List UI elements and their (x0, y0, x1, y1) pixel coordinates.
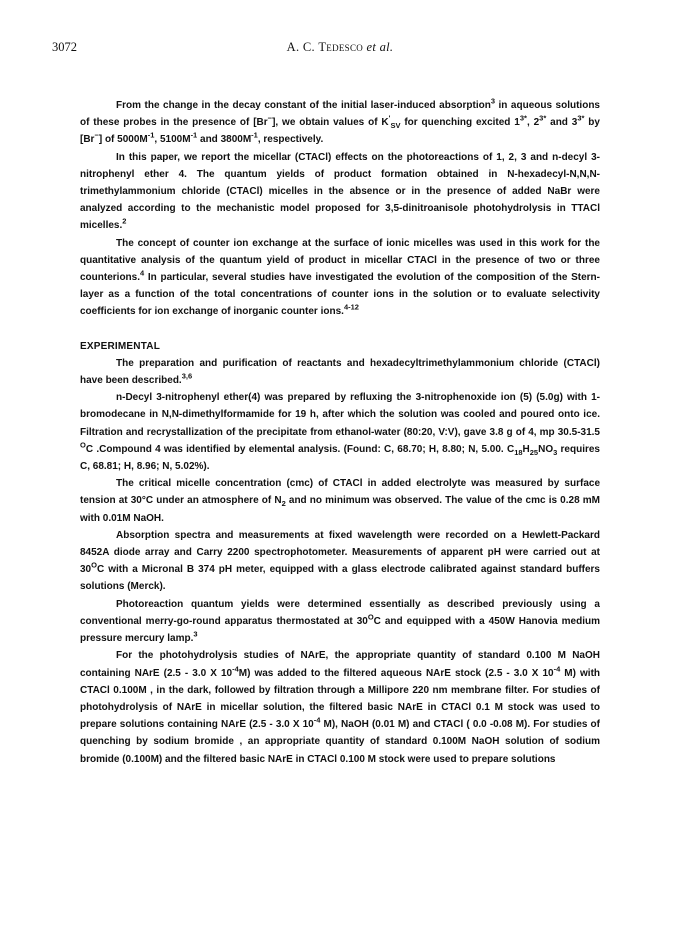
authors-prefix: A. C. (286, 40, 319, 54)
paragraph-preparation: The preparation and purification of reactants and hexadecyltrimethylammonium chloride (CTACl) have been described.$^{3,6}$ (80, 357, 600, 387)
running-header (0, 40, 680, 60)
paragraph-absorption-spectra: Absorption spectra and measurements at fixed wavelength were recorded on a Hewlett-Packard 8452A diode array and Carry 2200 spectrophotometer. Measurements of apparent pH were carried out at $30^OC$ with a Micronal B 374 pH meter, equipped with a glass electrode calibrated against standard buffers solutions (Merck). (80, 529, 600, 593)
paragraph-synthesis: n-Decyl 3-nitrophenyl ether(4) was prepared by refluxing the 3-nitrophenoxide ion (5) (5.0g) with 1-bromodecane in N,N-dimethylformamide for 19 h, after which the solution was cooled and poured onto ice. Filtration and recrystallization of the precipitate from ethanol-water (80:20, V:V), gave 3.8 g of 4, mp 30.5-31.5 $^O$C .Compound 4 was identified by elemental analysis. (Found: C, 68.70; H, 8.80; N, 5.00. $C_{18}H_{25}NO_3$ requires C, 68.81; H, 8.96; N, 5.02%). (80, 392, 600, 473)
section-gap (80, 321, 600, 338)
paragraph-photohydrolysis: For the photohydrolysis studies of NArE, the appropriate quantity of standard 0.100 M NaOH containing NArE (2.5 - 3.0 X $10^{-4}M$) was added to the filtered aqueous NArE stock (2.5 - 3.0 X $10^{-4}$ M) with CTACl 0.100M , in the dark, followed by filtration through a Millipore 220 nm membrane filter. For studies of photohydrolysis of NArE in micellar solution, the filtered basic NArE in CTACl 0.1 M stock was used to prepare solutions containing NArE (2.5 - 3.0 X $10^{-4}$ M), NaOH (0.01 M) and CTACl ( 0.0 -0.08 M). For studies of quenching by sodium bromide , an appropriate quantity of standard 0.100M NaOH solution of sodium bromide (0.100M) and the filtered basic NArE in CTACl 0.100 M stock were used to prepare solutions (80, 650, 601, 765)
authors-suffix: et al. (363, 40, 394, 54)
running-title (0, 40, 680, 55)
page-number: 3072 (52, 40, 77, 54)
authors-name: Tedesco (318, 40, 364, 54)
paragraph-counter-ion-exchange: The concept of counter ion exchange at the surface of ionic micelles was used in this work for the quantitative analysis of the quantum yield of product in micellar CTACl in the presence of two or three counterions.$^4$ In particular, several studies have investigated the evolution of the composition of the Stern-layer as a function of the total concentrations of counter ions in the solution or to evaluate selectivity coefficients for ion exchange of inorganic counter ions.$^{4-12}$ (80, 237, 600, 318)
paragraph-quenching: From the change in the decay constant of the initial laser-induced absorption$^3$ in aqueous solutions of these probes in the presence of [Br−], we obtain values of $K'_{SV}$ for quenching excited $1^{3*}$, $2^{3*}$ and $3^{3*}$ by [Br−] of $5000M^{-1}$, $5100M^{-1}$ and $3800M^{-1}$, respectively. (80, 96, 600, 146)
paragraph-quantum-yields: Photoreaction quantum yields were determined essentially as described previously using a conventional merry-go-round apparatus thermostated at $30^OC$ and equipped with a 450W Hanovia medium pressure mercury lamp.$^3$ (80, 598, 600, 645)
article-body (80, 97, 600, 768)
paragraph-micellar-effects: In this paper, we report the micellar (CTACl) effects on the photoreactions of 1, 2, 3 and n-decyl 3-nitrophenyl ether 4. The quantum yields of product formation obtained in N-hexadecyl-N,N,N-trimethylammonium chloride (CTACl) micelles in the absence or in the presence of added NaBr were analyzed according to the mechanistic model proposed for 3,5-dinitroanisole photohydrolysis in TTACl micelles.$^2$ (80, 151, 600, 232)
section-heading-experimental: EXPERIMENTAL (80, 340, 160, 352)
paragraph-cmc: The critical micelle concentration (cmc) of CTACl in added electrolyte was measured by surface tension at 30°C under an atmosphere of $N_2$ and no minimum was observed. The value of the cmc is 0.28 mM with 0.01M NaOH. (80, 478, 600, 524)
